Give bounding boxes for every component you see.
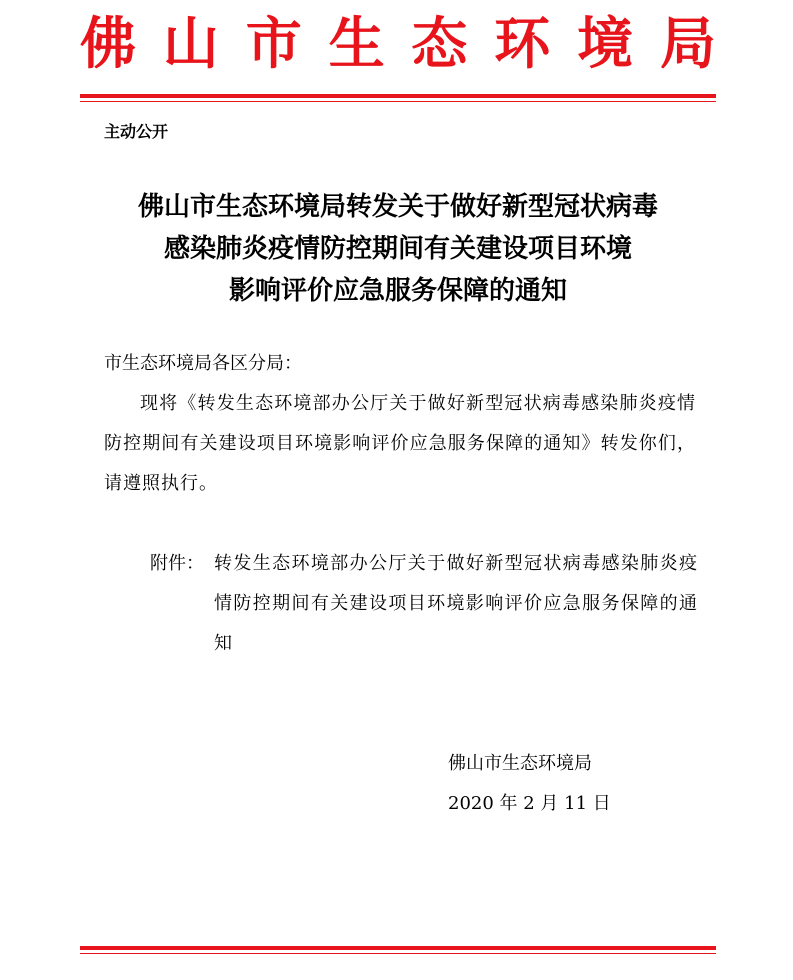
header-red-rule-thin [80,101,716,102]
salutation: 市生态环境局各区分局： [104,353,302,374]
signature-org: 佛山市生态环境局 [448,753,592,774]
title-line-2: 感染肺炎疫情防控期间有关建设项目环境 [163,234,632,264]
attachment-text: 转发生态环境部办公厅关于做好新型冠状病毒感染肺炎疫情防控期间有关建设项目环境影响评价应急服务保障的通知 [214,553,698,654]
body-paragraph: 现将《转发生态环境部办公厅关于做好新型冠状病毒感染肺炎疫情防控期间有关建设项目环境影响评价应急服务保障的通知》转发你们，请遵照执行。 [104,393,696,494]
masthead-title: 佛山市生态环境局 [80,11,716,77]
signature-date: 2020 年 2 月 11 日 [448,793,611,814]
title-line-3: 影响评价应急服务保障的通知 [228,276,567,306]
attachment-label: 附件： [150,553,204,574]
title-line-1: 佛山市生态环境局转发关于做好新型冠状病毒 [137,192,658,222]
document-title [80,186,716,312]
footer-red-rule-thick [80,946,716,950]
header-red-rule-thick [80,94,716,98]
footer-red-rule-thin [80,953,716,954]
disclosure-label: 主动公开 [104,122,169,141]
